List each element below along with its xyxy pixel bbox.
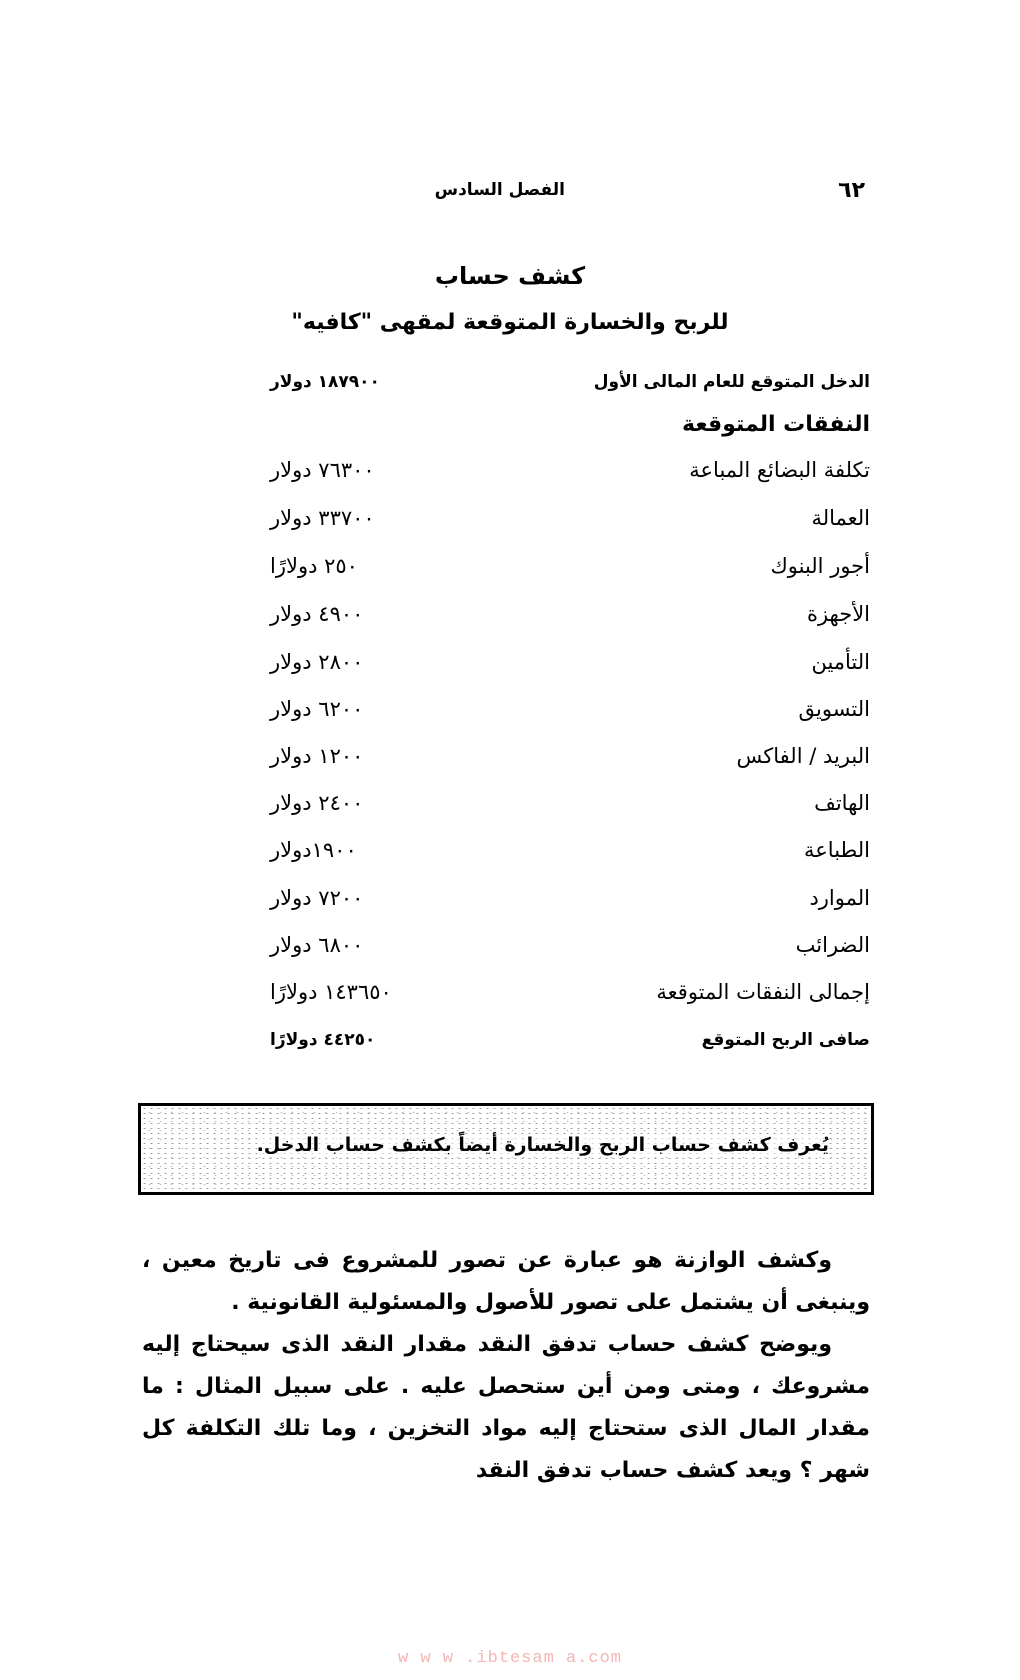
definition-callout-box <box>138 1103 874 1195</box>
expense-label: التسويق <box>798 697 870 721</box>
expense-row <box>270 838 870 872</box>
expense-value: ٢٨٠٠ دولار <box>270 650 364 674</box>
expenses-heading: النفقات المتوقعة <box>682 412 870 437</box>
expense-value: ٣٣٧٠٠ دولار <box>270 506 375 530</box>
expense-row <box>270 697 870 731</box>
net-profit-row <box>270 1030 870 1064</box>
expense-label: الضرائب <box>795 933 870 957</box>
expense-label: التأمين <box>811 650 870 674</box>
expense-value: ١٩٠٠دولار <box>270 838 357 862</box>
expense-row <box>270 602 870 636</box>
expense-value: ٧٦٣٠٠ دولار <box>270 458 375 482</box>
page-number: ٦٢ <box>838 178 865 203</box>
expense-label: العمالة <box>811 506 870 530</box>
statement-title: كشف حساب <box>434 262 586 290</box>
expense-row <box>270 886 870 920</box>
expense-row <box>270 791 870 825</box>
chapter-title: الفصل السادس <box>434 180 565 200</box>
body-text <box>142 1240 870 1492</box>
watermark: w w w .ibtesam a.com <box>397 1649 623 1668</box>
total-expenses-value: ١٤٣٦٥٠ دولارًا <box>270 980 392 1004</box>
expense-row <box>270 744 870 778</box>
callout-text: يُعرف كشف حساب الربح والخسارة أيضاً بكشف حساب الدخل. <box>256 1134 829 1156</box>
expense-row <box>270 650 870 684</box>
income-value: ١٨٧٩٠٠ دولار <box>270 372 380 392</box>
expense-value: ٦٢٠٠ دولار <box>270 697 364 721</box>
page-header <box>0 178 1020 208</box>
expense-value: ٤٩٠٠ دولار <box>270 602 364 626</box>
paragraph: وكشف الوازنة هو عبارة عن تصور للمشروع فى تاريخ معين ، وينبغى أن يشتمل على تصور للأصول والمسئولية القانونية . <box>142 1248 870 1315</box>
expense-label: الطباعة <box>804 838 870 862</box>
expense-label: أجور البنوك <box>770 554 870 578</box>
expense-label: البريد / الفاكس <box>736 744 870 768</box>
income-label: الدخل المتوقع للعام المالى الأول <box>593 372 870 392</box>
expense-value: ١٢٠٠ دولار <box>270 744 364 768</box>
net-profit-label: صافى الربح المتوقع <box>701 1030 870 1050</box>
expense-label: الهاتف <box>814 791 870 815</box>
statement-subtitle: للربح والخسارة المتوقعة لمقهى "كافيه" <box>291 310 729 335</box>
expense-row <box>270 554 870 588</box>
net-profit-value: ٤٤٢٥٠ دولارًا <box>270 1030 376 1050</box>
expense-row <box>270 933 870 967</box>
total-expenses-row <box>270 980 870 1014</box>
expense-label: الموارد <box>809 886 870 910</box>
expense-value: ٢٥٠ دولارًا <box>270 554 358 578</box>
income-row <box>270 372 870 406</box>
expenses-heading-row <box>270 412 870 446</box>
expense-label: تكلفة البضائع المباعة <box>689 458 870 482</box>
expense-value: ٦٨٠٠ دولار <box>270 933 364 957</box>
expense-row <box>270 458 870 492</box>
expense-row <box>270 506 870 540</box>
expense-label: الأجهزة <box>806 602 870 626</box>
expense-value: ٢٤٠٠ دولار <box>270 791 364 815</box>
paragraph: ويوضح كشف حساب تدفق النقد مقدار النقد الذى سيحتاج إليه مشروعك ، ومتى ومن أين ستحصل عليه . على سبيل المثال : ما مقدار المال الذى ستحتاج إليه مواد التخزين ، وما تلك التكلفة كل شهر ؟ ويعد كشف حساب تدفق النقد <box>142 1332 870 1483</box>
expense-value: ٧٢٠٠ دولار <box>270 886 364 910</box>
total-expenses-label: إجمالى النفقات المتوقعة <box>656 980 870 1004</box>
